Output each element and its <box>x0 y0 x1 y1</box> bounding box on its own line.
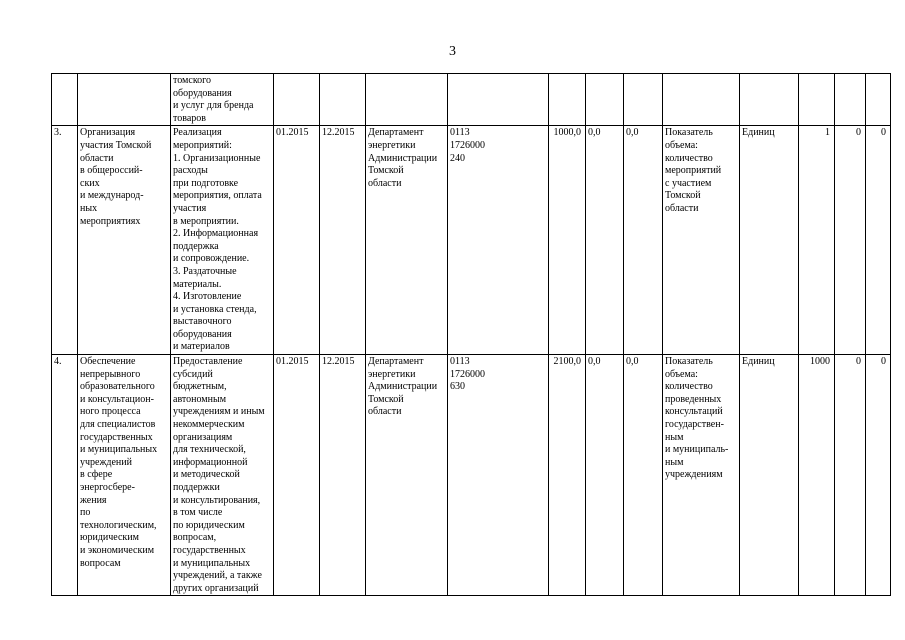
cell-line: бюджетным, <box>173 381 227 393</box>
cell-indicator-value-3 <box>866 74 891 126</box>
cell-indicator <box>663 355 740 596</box>
cell-line: количество <box>665 152 713 164</box>
cell-line: поддержки <box>173 482 220 493</box>
cell-line: автономным <box>173 393 227 405</box>
cell-line: технологическим, <box>80 519 157 531</box>
cell-line: 4. Изготовление <box>173 291 242 303</box>
cell-line: расходы <box>173 165 208 177</box>
cell-number: 3. <box>52 126 78 355</box>
cell-indicator-value-2 <box>835 74 866 126</box>
cell-indicator-value-1: 1000 <box>799 355 835 596</box>
cell-funding-total: 2100,0 <box>549 355 586 596</box>
cell-line: и экономическим <box>80 544 155 556</box>
cell-line: государственных <box>173 544 246 556</box>
cell-line: учреждений <box>80 456 132 468</box>
cell-line: и установка стенда, <box>173 303 257 315</box>
cell-funding-1 <box>586 74 624 126</box>
cell-line: 1. Организационные <box>173 152 261 164</box>
cell-end-date: 12.2015 <box>320 355 366 596</box>
cell-line: области <box>368 177 402 189</box>
cell-line: энергетики <box>368 139 416 151</box>
cell-line: субсидий <box>173 368 213 380</box>
cell-line: Реализация <box>173 127 222 139</box>
cell-funding-2 <box>624 74 663 126</box>
cell-line: мероприятий <box>665 165 722 177</box>
cell-line: в общероссий- <box>80 165 143 177</box>
cell-line: других организаций <box>173 582 259 594</box>
cell-activity-name <box>78 126 171 355</box>
cell-line: вопросам <box>80 557 121 569</box>
cell-line: проведенных <box>665 393 722 405</box>
cell-line: и сопровождение. <box>173 253 250 265</box>
cell-line: в сфере <box>80 469 113 481</box>
cell-line: и муниципальных <box>173 557 251 569</box>
cell-line: и методической <box>173 469 240 481</box>
cell-line: ным <box>665 431 684 443</box>
cell-unit: Единиц <box>740 126 799 355</box>
cell-line: ских <box>80 177 100 189</box>
cell-line: 3. Раздаточные <box>173 265 237 277</box>
cell-line: участия Томской <box>80 139 152 151</box>
cell-line: мероприятий: <box>173 139 232 151</box>
cell-unit: Единиц <box>740 355 799 596</box>
cell-funding-1: 0,0 <box>586 355 624 596</box>
cell-indicator-value-3: 0 <box>866 355 891 596</box>
cell-line: области <box>80 152 114 164</box>
cell-start-date: 01.2015 <box>274 126 320 355</box>
cell-line: Томской <box>368 393 404 405</box>
cell-activity-name <box>78 74 171 126</box>
cell-line: учреждений, а также <box>173 570 262 582</box>
cell-line: энергетики <box>368 368 416 380</box>
activities-table <box>51 73 891 596</box>
cell-line: 0113 <box>450 127 470 139</box>
cell-line: образовательного <box>80 381 155 393</box>
cell-line: некоммерческим <box>173 419 245 431</box>
table-body <box>52 74 891 596</box>
cell-line: и муниципальных <box>80 444 158 456</box>
cell-indicator <box>663 126 740 355</box>
cell-end-date <box>320 74 366 126</box>
cell-line: организациям <box>173 431 233 443</box>
cell-line: Администрации <box>368 152 438 164</box>
cell-line: с участием <box>665 177 712 189</box>
cell-line: и материалов <box>173 341 230 353</box>
page-number: 3 <box>449 44 456 59</box>
cell-line: области <box>665 202 699 214</box>
cell-funding-1: 0,0 <box>586 126 624 355</box>
cell-funding-2: 0,0 <box>624 355 663 596</box>
cell-line: жения <box>80 494 107 506</box>
cell-line: томского <box>173 75 212 86</box>
cell-line: Департамент <box>368 127 424 139</box>
cell-executor <box>366 74 448 126</box>
cell-line: количество <box>665 381 713 393</box>
cell-indicator-value-2: 0 <box>835 126 866 355</box>
cell-indicator-value-2: 0 <box>835 355 866 596</box>
cell-start-date: 01.2015 <box>274 355 320 596</box>
cell-budget-code <box>448 126 549 355</box>
cell-line: вопросам, <box>173 532 217 544</box>
cell-line: при подготовке <box>173 177 239 189</box>
cell-line: Томской <box>665 190 701 202</box>
table-row <box>52 74 891 126</box>
cell-line: юридическим <box>80 532 139 544</box>
cell-line: Организация <box>80 127 136 139</box>
cell-funding-total <box>549 74 586 126</box>
cell-line: непрерывного <box>80 368 141 380</box>
cell-line: мероприятиях <box>80 215 141 227</box>
cell-line: в том числе <box>173 507 223 519</box>
cell-indicator-value-1: 1 <box>799 126 835 355</box>
cell-line: учреждениям <box>665 469 723 481</box>
cell-line: государствен- <box>665 419 724 431</box>
cell-line: 240 <box>450 152 465 164</box>
cell-number <box>52 74 78 126</box>
cell-end-date: 12.2015 <box>320 126 366 355</box>
cell-indicator <box>663 74 740 126</box>
cell-budget-code <box>448 74 549 126</box>
cell-line: участия <box>173 202 207 214</box>
cell-line: 1726000 <box>450 139 485 151</box>
cell-line: и международ- <box>80 190 144 202</box>
cell-activities <box>171 126 274 355</box>
cell-line: объема: <box>665 368 698 380</box>
cell-line: для специалистов <box>80 419 156 431</box>
cell-line: Показатель <box>665 127 713 139</box>
cell-line: Администрации <box>368 381 438 393</box>
cell-line: объема: <box>665 139 698 151</box>
cell-line: учреждениям и иным <box>173 406 265 418</box>
cell-executor <box>366 355 448 596</box>
cell-line: Обеспечение <box>80 356 136 368</box>
cell-line: области <box>368 406 402 418</box>
cell-line: в мероприятии. <box>173 215 239 227</box>
cell-line: товаров <box>173 112 206 124</box>
cell-line: государственных <box>80 431 153 443</box>
cell-executor <box>366 126 448 355</box>
cell-line: поддержка <box>173 240 219 252</box>
cell-line: 0113 <box>450 356 470 368</box>
cell-line: и муниципаль- <box>665 444 729 456</box>
cell-unit <box>740 74 799 126</box>
table-row <box>52 126 891 355</box>
cell-activities <box>171 355 274 596</box>
cell-line: оборудования <box>173 328 232 340</box>
table-row <box>52 355 891 596</box>
cell-line: информационной <box>173 456 248 468</box>
cell-indicator-value-3: 0 <box>866 126 891 355</box>
cell-line: по <box>80 507 91 519</box>
cell-line: ных <box>80 202 98 214</box>
cell-line: ного процесса <box>80 406 141 418</box>
cell-funding-2: 0,0 <box>624 126 663 355</box>
cell-line: по юридическим <box>173 519 245 531</box>
cell-line: ным <box>665 456 684 468</box>
cell-line: Предоставление <box>173 356 243 368</box>
cell-indicator-value-1 <box>799 74 835 126</box>
cell-activities <box>171 74 274 126</box>
cell-line: 1726000 <box>450 368 485 380</box>
cell-line: 630 <box>450 381 465 393</box>
cell-line: 2. Информационная <box>173 228 259 240</box>
cell-line: и консультирования, <box>173 494 261 506</box>
cell-line: оборудования <box>173 87 232 99</box>
cell-start-date <box>274 74 320 126</box>
cell-line: энергосбере- <box>80 482 135 493</box>
cell-activity-name <box>78 355 171 596</box>
cell-line: и консультацион- <box>80 393 154 405</box>
cell-line: для технической, <box>173 444 246 456</box>
cell-line: Томской <box>368 165 404 177</box>
cell-line: материалы. <box>173 278 222 290</box>
cell-line: Показатель <box>665 356 713 368</box>
cell-line: выставочного <box>173 316 232 328</box>
cell-line: и услуг для бренда <box>173 100 254 112</box>
cell-line: консультаций <box>665 406 723 418</box>
cell-budget-code <box>448 355 549 596</box>
cell-number: 4. <box>52 355 78 596</box>
cell-line: Департамент <box>368 356 424 368</box>
cell-funding-total: 1000,0 <box>549 126 586 355</box>
cell-line: мероприятия, оплата <box>173 190 262 202</box>
